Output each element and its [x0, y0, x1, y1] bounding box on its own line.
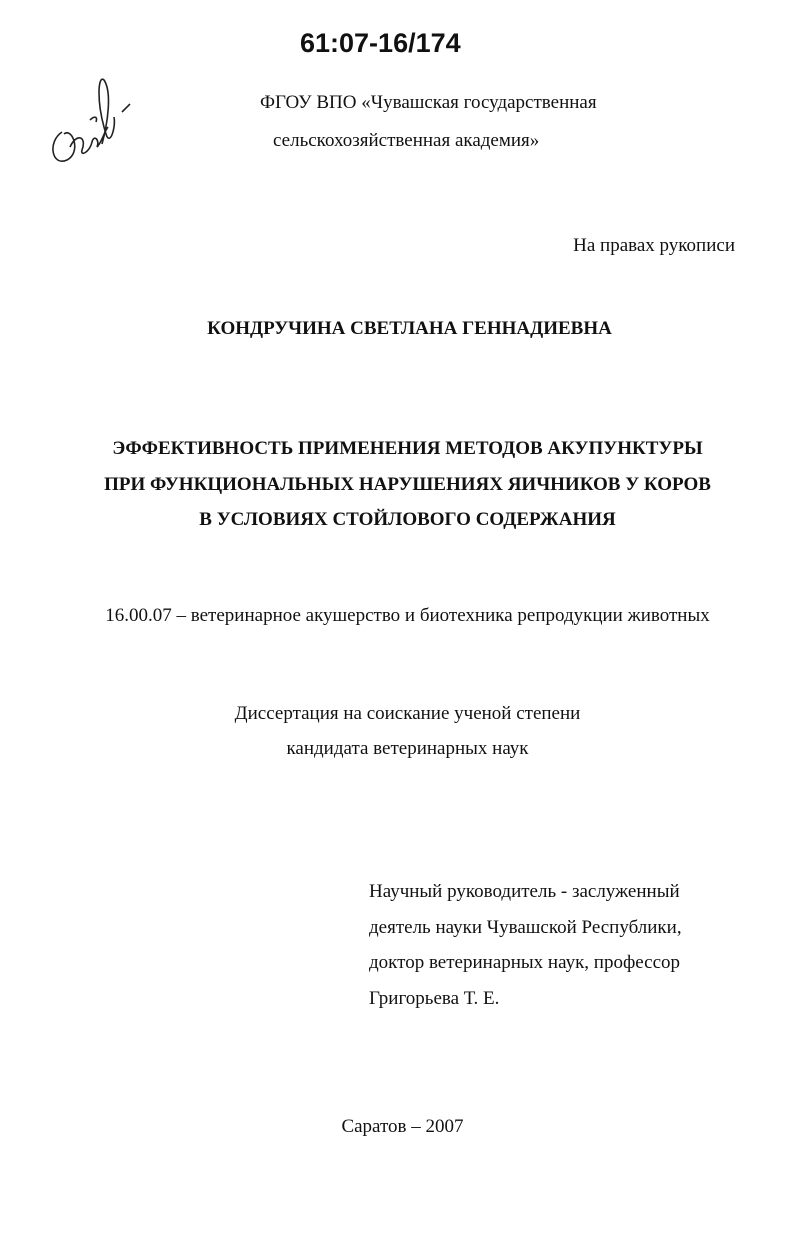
institution-line-1: ФГОУ ВПО «Чувашская государственная — [260, 92, 597, 113]
manuscript-note: На правах рукописи — [573, 235, 735, 256]
institution-line-2: сельскохозяйственная академия» — [273, 130, 540, 151]
specialty: 16.00.07 – ветеринарное акушерство и биотехника репродукции животных — [105, 605, 710, 626]
supervisor-line-1: Научный руководитель - заслуженный — [369, 881, 680, 902]
handwritten-signature — [42, 72, 152, 172]
place-year: Саратов – 2007 — [341, 1116, 464, 1137]
title-line-2: ПРИ ФУНКЦИОНАЛЬНЫХ НАРУШЕНИЯХ ЯИЧНИКОВ У КОРОВ — [104, 474, 711, 495]
catalog-code: 61:07-16/174 — [300, 28, 461, 58]
supervisor-line-3: доктор ветеринарных наук, профессор — [369, 952, 681, 973]
degree-line-1: Диссертация на соискание ученой степени — [234, 703, 581, 724]
degree-line-2: кандидата ветеринарных наук — [286, 738, 529, 759]
title-line-3: В УСЛОВИЯХ СТОЙЛОВОГО СОДЕРЖАНИЯ — [199, 509, 616, 530]
supervisor-line-4: Григорьева Т. Е. — [369, 988, 500, 1009]
supervisor-line-2: деятель науки Чувашской Республики, — [369, 917, 682, 938]
author-name: КОНДРУЧИНА СВЕТЛАНА ГЕННАДИЕВНА — [207, 318, 612, 339]
title-line-1: ЭФФЕКТИВНОСТЬ ПРИМЕНЕНИЯ МЕТОДОВ АКУПУНКТУРЫ — [112, 438, 703, 459]
